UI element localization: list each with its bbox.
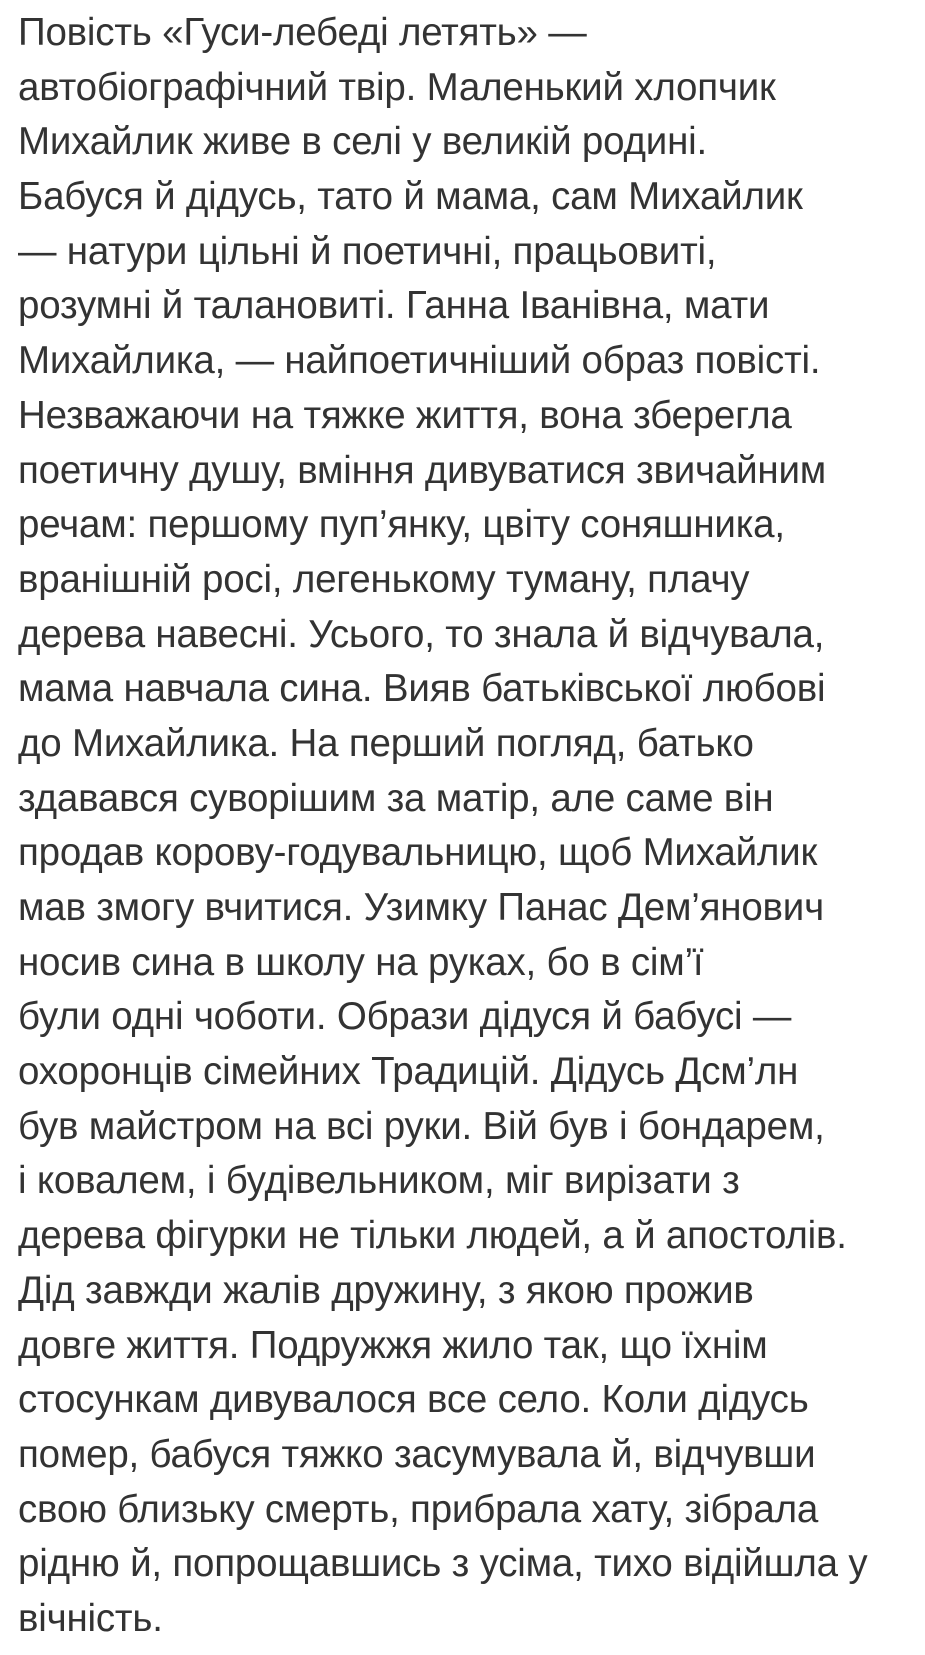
text-line: Дід завжди жалів дружину, з якою прожив <box>18 1268 754 1312</box>
text-line: вічність. <box>18 1596 163 1640</box>
text-line: свою близьку смерть, прибрала хату, зібрала <box>18 1487 819 1531</box>
text-line: Михайлика, — найпоетичніший образ повісті. <box>18 339 821 383</box>
text-line: здавався суворішим за матір, але саме він <box>18 776 774 820</box>
text-line: носив сина в школу на руках, бо в сім’ї <box>18 940 704 984</box>
text-line: вранішній росі, легенькому туману, плачу <box>18 557 750 601</box>
text-line: — натури цільні й поетичні, працьовиті, <box>18 229 717 273</box>
text-line: рідню й, попрощавшись з усіма, тихо відійшла у <box>18 1542 868 1586</box>
text-line: Михайлик живе в селі у великій родині. <box>18 120 707 164</box>
text-line: і ковалем, і будівельником, міг вирізати з <box>18 1159 740 1203</box>
text-line: речам: першому пуп’янку, цвіту соняшника, <box>18 503 785 547</box>
text-line: Бабуся й дідусь, тато й мама, сам Михайлик <box>18 175 803 219</box>
text-line: мама навчала сина. Вияв батьківської любові <box>18 667 826 711</box>
text-line: довге життя. Подружжя жило так, що їхнім <box>18 1323 768 1367</box>
text-line: дерева фігурки не тільки людей, а й апостолів. <box>18 1214 847 1258</box>
text-line: дерева навесні. Усього, то знала й відчувала, <box>18 612 825 656</box>
text-line: автобіографічний твір. Маленький хлопчик <box>18 65 776 109</box>
text-line: мав змогу вчитися. Узимку Панас Дем’янович <box>18 886 824 929</box>
text-line: були одні чоботи. Образи дідуся й бабусі — <box>18 995 792 1039</box>
text-line: був майстром на всі руки. Вій був і бондарем, <box>18 1104 825 1148</box>
text-line: помер, бабуся тяжко засумувала й, відчувши <box>18 1432 816 1476</box>
text-line: розумні й талановиті. Ганна Іванівна, мати <box>18 284 770 328</box>
text-line: поетичну душу, вміння дивуватися звичайним <box>18 448 827 492</box>
document-text <box>18 6 913 1647</box>
text-line: продав корову-годувальницю, щоб Михайлик <box>18 831 818 875</box>
text-line: охоронців сімейних Традицій. Дідусь Дсм’лн <box>18 1050 799 1094</box>
text-line: Повість «Гуси-лебеді летять» — <box>18 11 587 54</box>
text-line: стосункам дивувалося все село. Коли дідусь <box>18 1378 809 1422</box>
text-line: Незважаючи на тяжке життя, вона зберегла <box>18 393 792 437</box>
text-line: до Михайлика. На перший погляд, батько <box>18 721 754 765</box>
